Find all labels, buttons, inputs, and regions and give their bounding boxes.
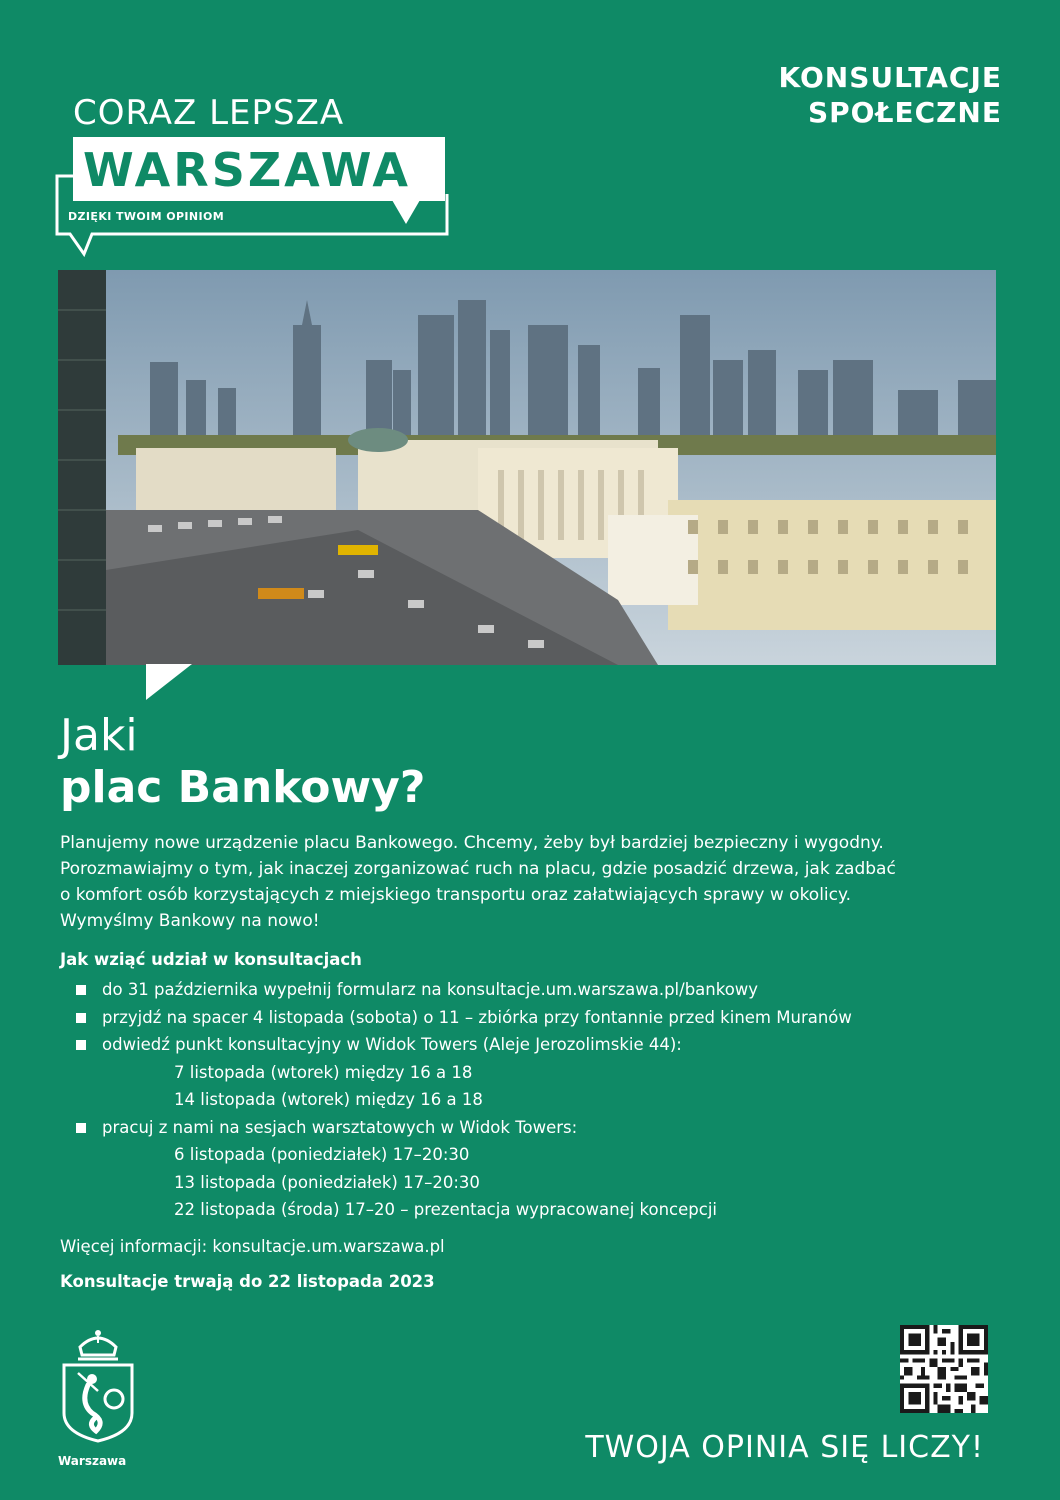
- intro-text: [60, 830, 990, 934]
- brand-sub-line: DZIĘKI TWOIM OPINIOM: [68, 210, 225, 223]
- more-info-link[interactable]: Więcej informacji: konsultacje.um.warszawa.pl: [60, 1237, 445, 1256]
- step-date: 14 listopada (wtorek) między 16 a 18: [174, 1090, 483, 1109]
- step-date: 22 listopada (środa) 17–20 – prezentacja wypracowanej koncepcji: [174, 1200, 717, 1219]
- brand-top-line: CORAZ LEPSZA: [73, 93, 345, 133]
- step-date: 7 listopada (wtorek) między 16 a 18: [174, 1062, 473, 1082]
- step-date: 6 listopada (poniedziałek) 17–20:30: [174, 1145, 470, 1164]
- participation-steps: [74, 976, 994, 1224]
- qr-code-icon[interactable]: [900, 1325, 988, 1413]
- photo-speech-tail: [146, 664, 196, 704]
- step-text: do 31 października wypełnij formularz na konsultacje.um.warszawa.pl/bankowy: [102, 980, 759, 999]
- crest-label: Warszawa: [58, 1454, 127, 1468]
- step-item: [74, 1031, 994, 1114]
- step-text: pracuj z nami na sesjach warsztatowych w Widok Towers:: [102, 1117, 578, 1137]
- step-text: odwiedź punkt konsultacyjny w Widok Towers (Aleje Jerozolimskie 44):: [102, 1035, 682, 1054]
- consultation-title-line1: KONSULTACJE: [778, 61, 1002, 94]
- consultation-title-line2: SPOŁECZNE: [807, 96, 1002, 129]
- participation-title: Jak wziąć udział w konsultacjach: [60, 950, 362, 969]
- intro-line: Porozmawiajmy o tym, jak inaczej zorganizować ruch na placu, gdzie posadzić drzewa, jak zadbać: [60, 859, 896, 879]
- heading-light: Jaki: [60, 710, 138, 761]
- heading-bold: plac Bankowy?: [60, 762, 426, 813]
- intro-line: Planujemy nowe urządzenie placu Bankowego. Chcemy, żeby był bardziej bezpieczny i wygodny.: [60, 833, 884, 853]
- intro-line: Wymyślmy Bankowy na nowo!: [60, 911, 320, 931]
- slogan: TWOJA OPINIA SIĘ LICZY!: [585, 1430, 984, 1465]
- consultation-title: [779, 60, 1002, 130]
- brand-main-word: WARSZAWA: [83, 143, 411, 197]
- step-item: [74, 976, 994, 1004]
- step-date: 13 listopada (poniedziałek) 17–20:30: [174, 1172, 480, 1192]
- intro-line: o komfort osób korzystających z miejskiego transportu oraz załatwiających sprawy w okolicy.: [60, 885, 852, 905]
- city-photo: [58, 270, 996, 665]
- brand-box-tail: [392, 200, 422, 226]
- step-item: [74, 1114, 994, 1224]
- step-item: [74, 1004, 994, 1032]
- duration-note: Konsultacje trwają do 22 listopada 2023: [60, 1272, 435, 1291]
- warsaw-mermaid-crest-icon: [58, 1325, 138, 1445]
- step-text: przyjdź na spacer 4 listopada (sobota) o 11 – zbiórka przy fontannie przed kinem Muranów: [102, 1007, 852, 1027]
- brand-box: [73, 137, 445, 201]
